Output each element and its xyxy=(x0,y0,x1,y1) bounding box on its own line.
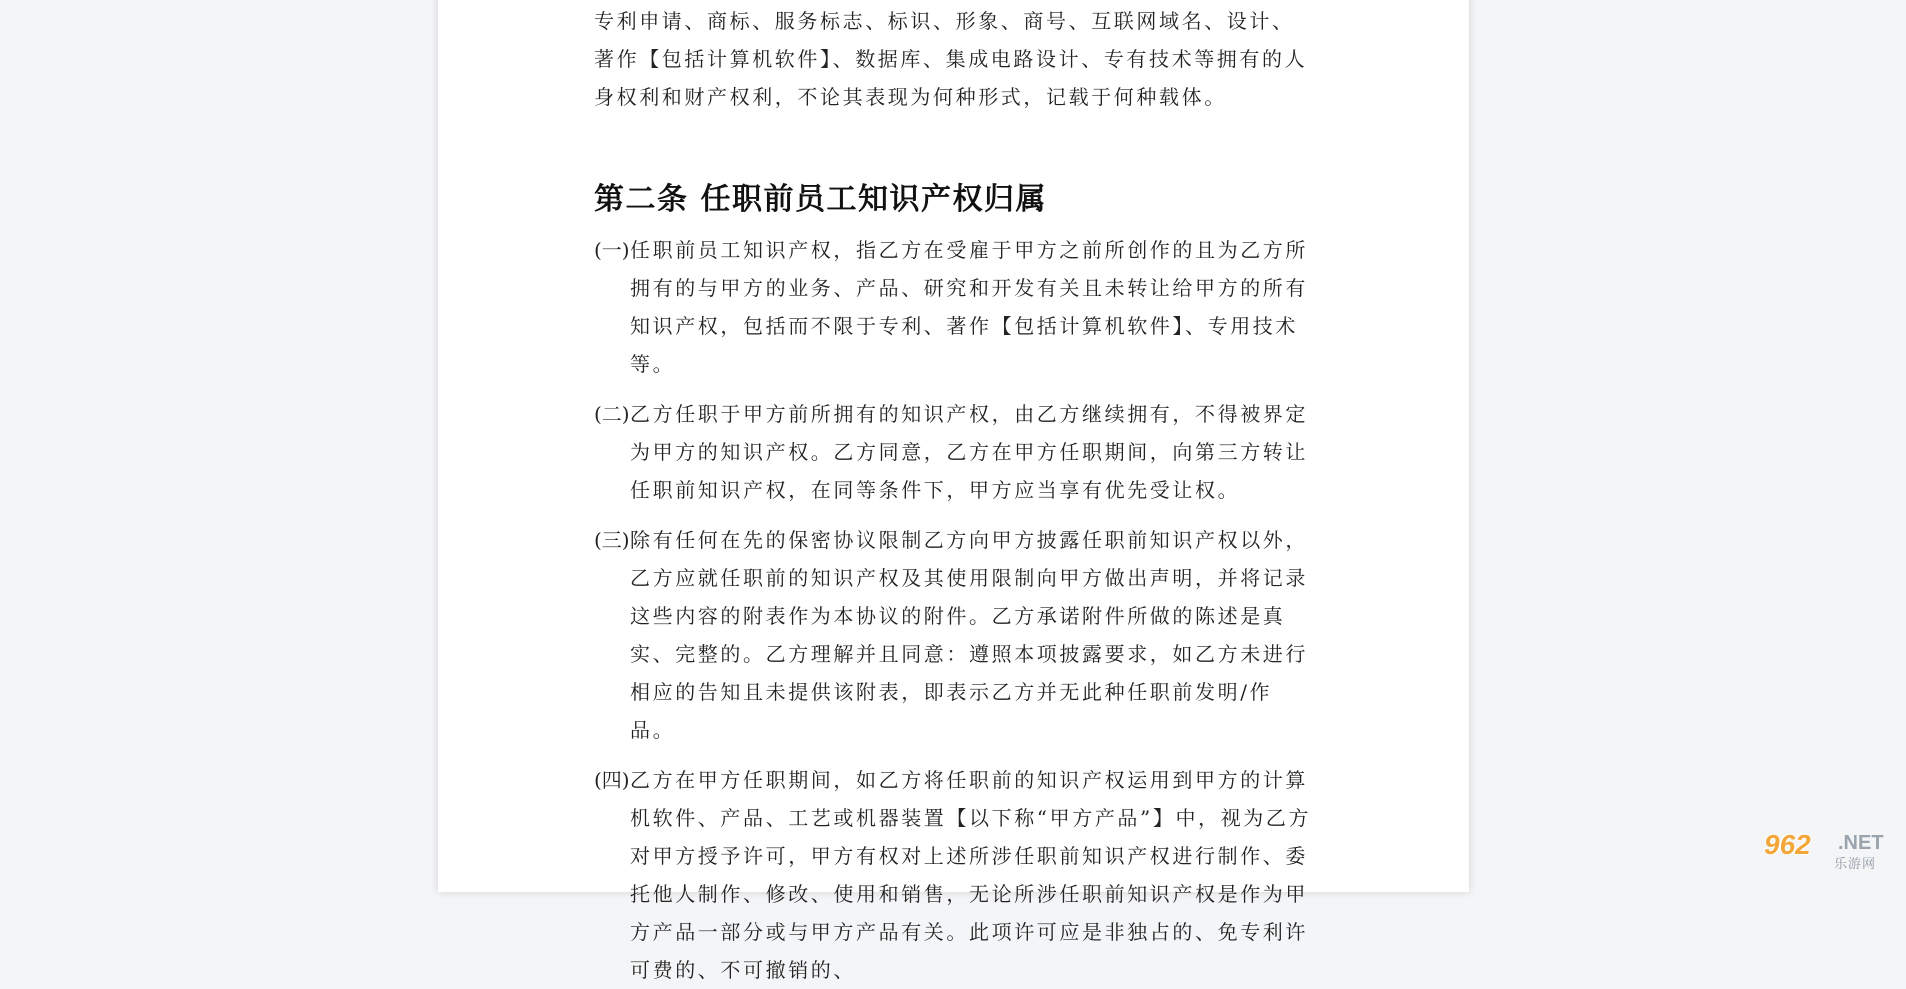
clause-text: 除有任何在先的保密协议限制乙方向甲方披露任职前知识产权以外，乙方应就任职前的知识产权及其使用限制向甲方做出声明，并将记录这些内容的附表作为本协议的附件。乙方承诺附件所做的陈述是真实、完整的。乙方理解并且同意：遵照本项披露要求，如乙方未进行相应的告知且未提供该附表，即表示乙方并无此种任职前发明/作品。 xyxy=(630,528,1308,742)
clause-item-3 xyxy=(594,521,1314,749)
intro-paragraph: 专利申请、商标、服务标志、标识、形象、商号、互联网域名、设计、著作【包括计算机软件】、数据库、集成电路设计、专有技术等拥有的人身权利和财产权利，不论其表现为何种形式，记载于何种载体。 xyxy=(594,9,1308,109)
section-heading: 第二条 任职前员工知识产权归属 xyxy=(594,182,1047,217)
clause-text: 任职前员工知识产权，指乙方在受雇于甲方之前所创作的且为乙方所拥有的与甲方的业务、产品、研究和开发有关且未转让给甲方的所有知识产权，包括而不限于专利、著作【包括计算机软件】、专用技术等。 xyxy=(630,238,1308,376)
watermark-chinese: 乐游网 xyxy=(1834,857,1877,872)
clause-marker: (三) xyxy=(594,528,630,552)
clause-item-4 xyxy=(594,761,1314,989)
site-watermark-logo xyxy=(1764,829,1896,871)
watermark-suffix: .NET xyxy=(1838,832,1884,854)
clause-item-2 xyxy=(594,395,1314,509)
clause-item-1 xyxy=(594,231,1314,383)
watermark-number: 962 xyxy=(1764,829,1811,860)
page-content xyxy=(594,0,1314,989)
clause-text: 乙方在甲方任职期间，如乙方将任职前的知识产权运用到甲方的计算机软件、产品、工艺或机器装置【以下称“甲方产品”】中，视为乙方对甲方授予许可，甲方有权对上述所涉任职前知识产权进行制作、委托他人制作、修改、使用和销售，无论所涉任职前知识产权是作为甲方产品一部分或与甲方产品有关。此项许可应是非独占的、免专利许可费的、不可撤销的、 xyxy=(630,768,1312,982)
clause-marker: (二) xyxy=(594,402,630,426)
document-page xyxy=(438,0,1469,982)
clause-marker: (一) xyxy=(594,238,630,262)
clause-text: 乙方任职于甲方前所拥有的知识产权，由乙方继续拥有，不得被界定为甲方的知识产权。乙方同意，乙方在甲方任职期间，向第三方转让任职前知识产权，在同等条件下，甲方应当享有优先受让权。 xyxy=(630,402,1308,502)
clause-marker: (四) xyxy=(594,768,630,792)
